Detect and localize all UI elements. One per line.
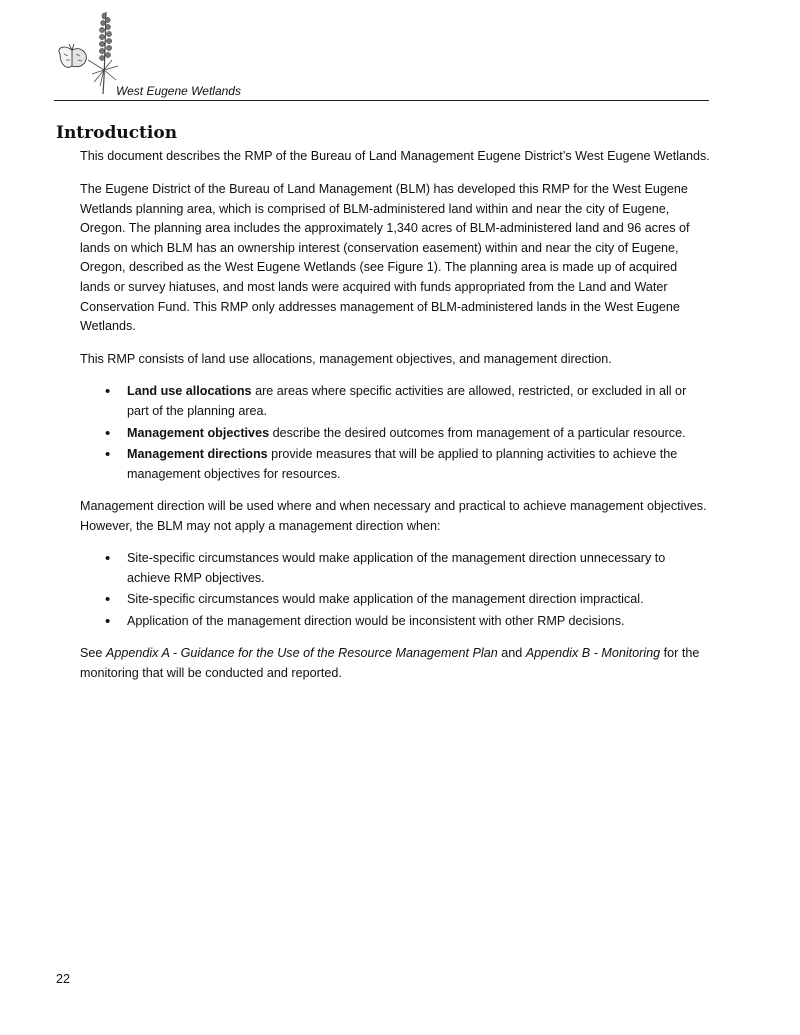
page-header xyxy=(54,8,709,102)
appendix-reference-paragraph xyxy=(80,644,710,683)
ref-text: for the monitoring that will be conducted and reported. xyxy=(80,646,700,681)
exceptions-list xyxy=(80,549,710,631)
list-item-text: provide measures that will be applied to planning activities to achieve the management objectives for resources. xyxy=(127,447,678,481)
ref-text: and xyxy=(497,646,526,661)
list-item xyxy=(127,382,710,421)
rmp-components-list xyxy=(80,382,710,484)
body-content xyxy=(80,147,710,697)
ref-text: See xyxy=(80,646,106,661)
list-item xyxy=(127,445,710,484)
section-title: Introduction xyxy=(56,123,178,143)
list-item-text: are areas where specific activities are allowed, restricted, or excluded in all or part of the planning area. xyxy=(127,384,687,419)
planning-area-paragraph: The Eugene District of the Bureau of Land Management (BLM) has developed this RMP for the West Eugene Wetlands planning area, which is comprised of BLM-administered land within and near the city of Eugene, Oregon. The planning area includes the approximately 1,340 acres of BLM-administered land and 96 acres of lands on which BLM has an ownership interest (conservation easement) within and near the city of Eugene, Oregon, described as the West Eugene Wetlands (see Figure 1). The planning area is made up of acquired lands or survey hiatuses, and most lands were acquired with funds appropriated from the Land and Water Conservation Fund. This RMP only addresses management of BLM-administered lands in the West Eugene Wetlands. xyxy=(80,182,690,334)
appendix-b-reference: Appendix B - Monitoring xyxy=(525,646,661,661)
management-direction-paragraph: Management direction will be used where and when necessary and practical to achieve management objectives. However, the BLM may not apply a management direction when: xyxy=(80,499,707,533)
appendix-a-reference: Appendix A - Guidance for the Use of the Resource Management Plan xyxy=(105,646,498,661)
list-item-term: Land use allocations xyxy=(127,384,252,399)
header-title: West Eugene Wetlands xyxy=(116,84,241,98)
intro-paragraph: This document describes the RMP of the Bureau of Land Management Eugene District’s West Eugene Wetlands. xyxy=(80,149,710,163)
list-item: • Site-specific circumstances would make application of the management direction impractical. xyxy=(127,590,710,610)
list-item-term: Management objectives xyxy=(127,425,270,440)
page-number: 22 xyxy=(56,972,71,986)
list-item: • Application of the management direction would be inconsistent with other RMP decisions. xyxy=(127,612,710,632)
list-item xyxy=(127,424,710,444)
list-item: • Site-specific circumstances would make application of the management direction unnecessary to achieve RMP objectives. xyxy=(127,549,710,588)
list-item-text: describe the desired outcomes from management of a particular resource. xyxy=(269,425,686,440)
header-rule xyxy=(54,100,709,101)
rmp-components-paragraph: This RMP consists of land use allocations, management objectives, and management direction. xyxy=(80,352,612,367)
list-item-term: Management directions xyxy=(127,447,268,462)
